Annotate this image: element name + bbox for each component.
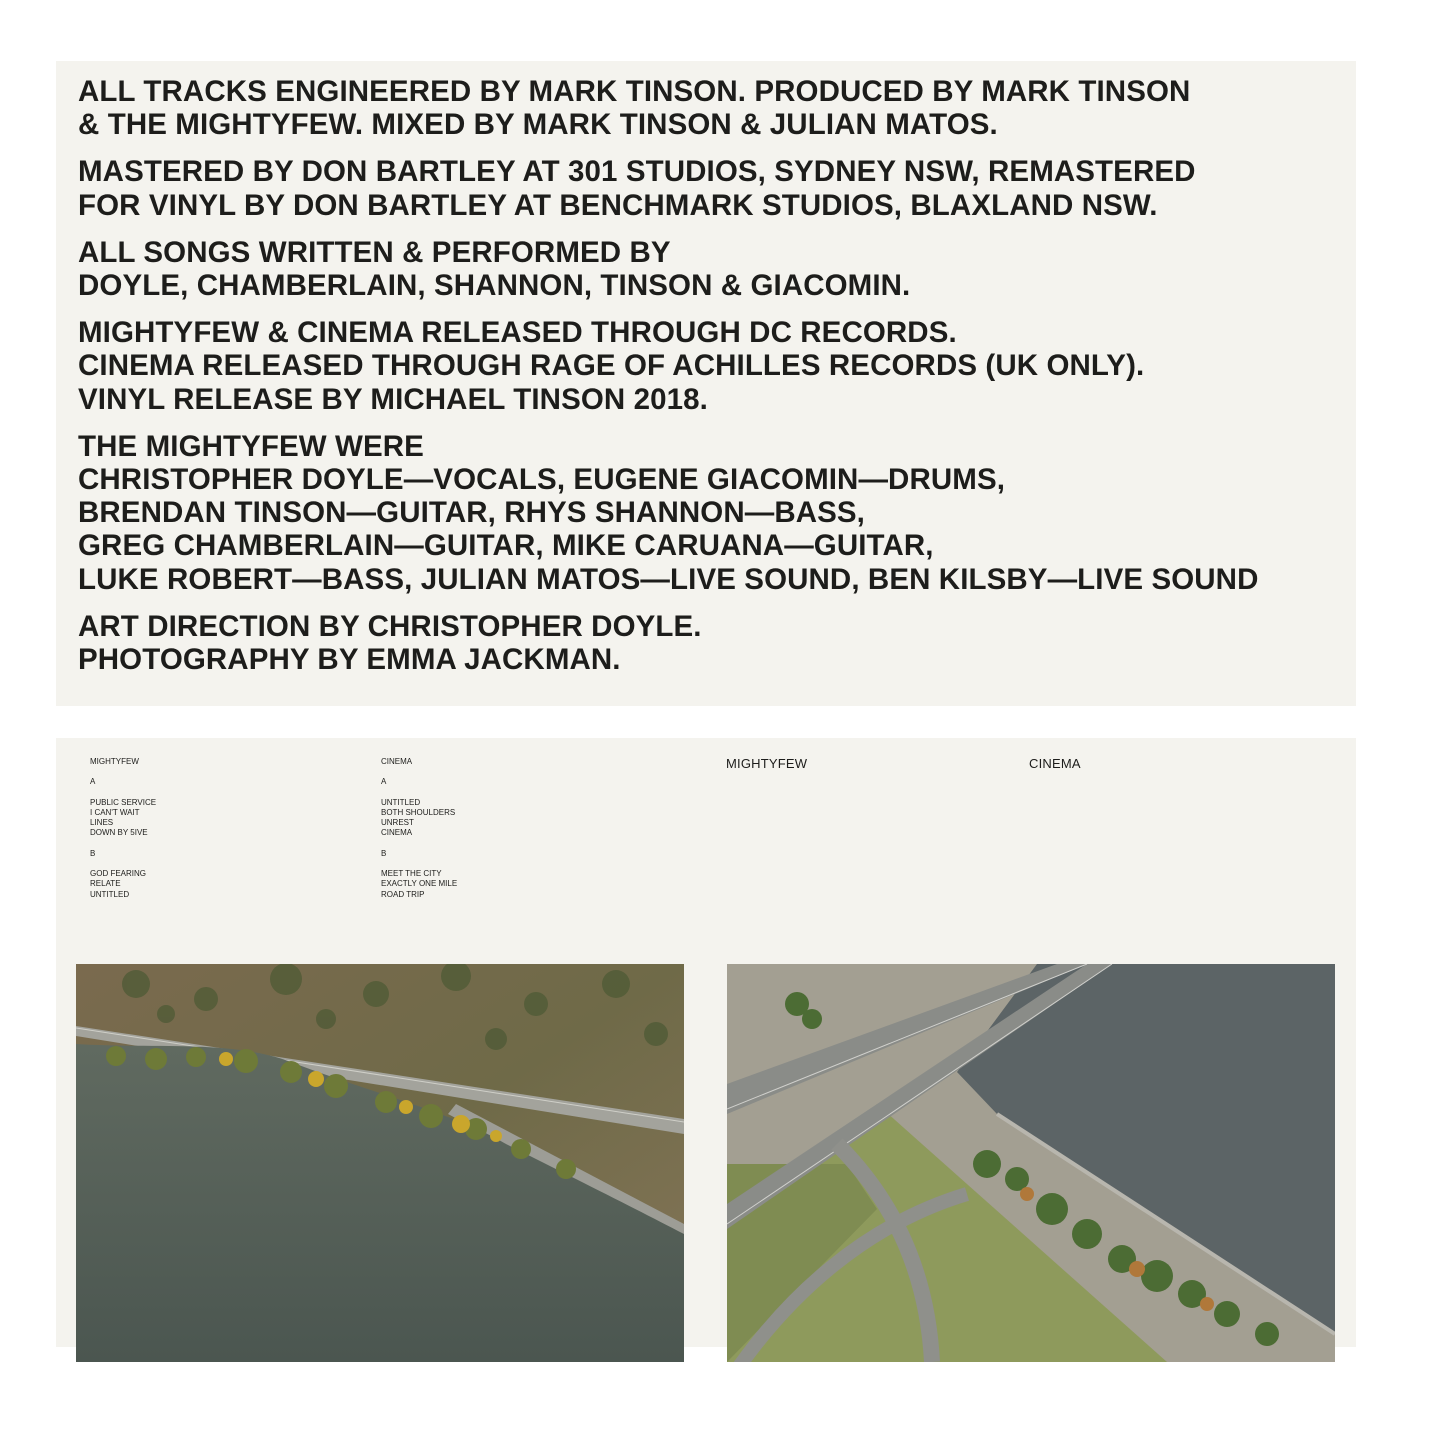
credits-panel — [56, 61, 1356, 706]
cover-title-mightyfew: MIGHTYFEW — [726, 756, 808, 771]
credits-paragraph-engineering — [78, 75, 1348, 141]
track-item: LINES — [90, 818, 114, 828]
credits-line: GREG CHAMBERLAIN—GUITAR, MIKE CARUANA—GUITAR, — [78, 529, 934, 563]
credits-line: DOYLE, CHAMBERLAIN, SHANNON, TINSON & GIACOMIN. — [78, 269, 911, 303]
side-label: B — [381, 848, 387, 858]
credits-line: LUKE ROBERT—BASS, JULIAN MATOS—LIVE SOUND, BEN KILSBY—LIVE SOUND — [78, 562, 1259, 596]
tracklist-mightyfew — [90, 757, 156, 900]
album-title: MIGHTYFEW — [90, 757, 139, 766]
track-item: DOWN BY 5IVE — [90, 828, 148, 838]
credits-line: THE MIGHTYFEW WERE — [78, 429, 424, 463]
track-item: EXACTLY ONE MILE — [381, 879, 458, 889]
track-item: UNTITLED — [90, 889, 130, 899]
credits-paragraph-members — [78, 430, 1348, 596]
track-item: MEET THE CITY — [381, 869, 442, 879]
credits-line: VINYL RELEASE BY MICHAEL TINSON 2018. — [78, 382, 708, 416]
credits-line: CHRISTOPHER DOYLE—VOCALS, EUGENE GIACOMIN—DRUMS, — [78, 463, 1006, 497]
credits-line: CINEMA RELEASED THROUGH RAGE OF ACHILLES RECORDS (UK ONLY). — [78, 349, 1145, 383]
aerial-photo-lake-highway-image — [76, 964, 684, 1362]
credits-line: MIGHTYFEW & CINEMA RELEASED THROUGH DC RECORDS. — [78, 316, 957, 350]
side-label: B — [90, 848, 96, 858]
credits-line: MASTERED BY DON BARTLEY AT 301 STUDIOS, SYDNEY NSW, REMASTERED — [78, 155, 1196, 189]
credits-paragraph-art — [78, 610, 1348, 676]
credits-line: PHOTOGRAPHY BY EMMA JACKMAN. — [78, 643, 621, 677]
credits-line: FOR VINYL BY DON BARTLEY AT BENCHMARK STUDIOS, BLAXLAND NSW. — [78, 188, 1158, 222]
credits-paragraph-mastering — [78, 155, 1348, 221]
credits-line: BRENDAN TINSON—GUITAR, RHYS SHANNON—BASS, — [78, 496, 865, 530]
credits-line: ALL SONGS WRITTEN & PERFORMED BY — [78, 235, 671, 269]
side-label: A — [90, 777, 96, 787]
track-item: RELATE — [90, 879, 121, 889]
credits-line: & THE MIGHTYFEW. MIXED BY MARK TINSON & JULIAN MATOS. — [78, 108, 998, 142]
track-item: PUBLIC SERVICE — [90, 797, 157, 807]
track-item: CINEMA — [381, 828, 413, 838]
credits-text — [78, 75, 1348, 690]
credits-line: ALL TRACKS ENGINEERED BY MARK TINSON. PRODUCED BY MARK TINSON — [78, 75, 1191, 108]
track-item: I CAN'T WAIT — [90, 807, 140, 817]
aerial-photo-lake-highway — [76, 964, 684, 1362]
track-item: GOD FEARING — [90, 869, 147, 879]
credits-line: ART DIRECTION BY CHRISTOPHER DOYLE. — [78, 609, 702, 643]
side-label: A — [381, 777, 387, 787]
aerial-photo-bridge-park — [727, 964, 1335, 1362]
credits-paragraph-songwriting — [78, 236, 1348, 302]
track-item: ROAD TRIP — [381, 889, 425, 899]
cover-title-cinema: CINEMA — [1029, 756, 1081, 771]
tracklist-panel — [56, 738, 1356, 1347]
credits-paragraph-release — [78, 316, 1348, 416]
track-item: UNREST — [381, 818, 414, 828]
track-item: BOTH SHOULDERS — [381, 807, 456, 817]
track-item: UNTITLED — [381, 797, 421, 807]
tracklist-cinema — [381, 757, 457, 900]
aerial-photo-bridge-park-image — [727, 964, 1335, 1362]
album-title: CINEMA — [381, 757, 413, 766]
